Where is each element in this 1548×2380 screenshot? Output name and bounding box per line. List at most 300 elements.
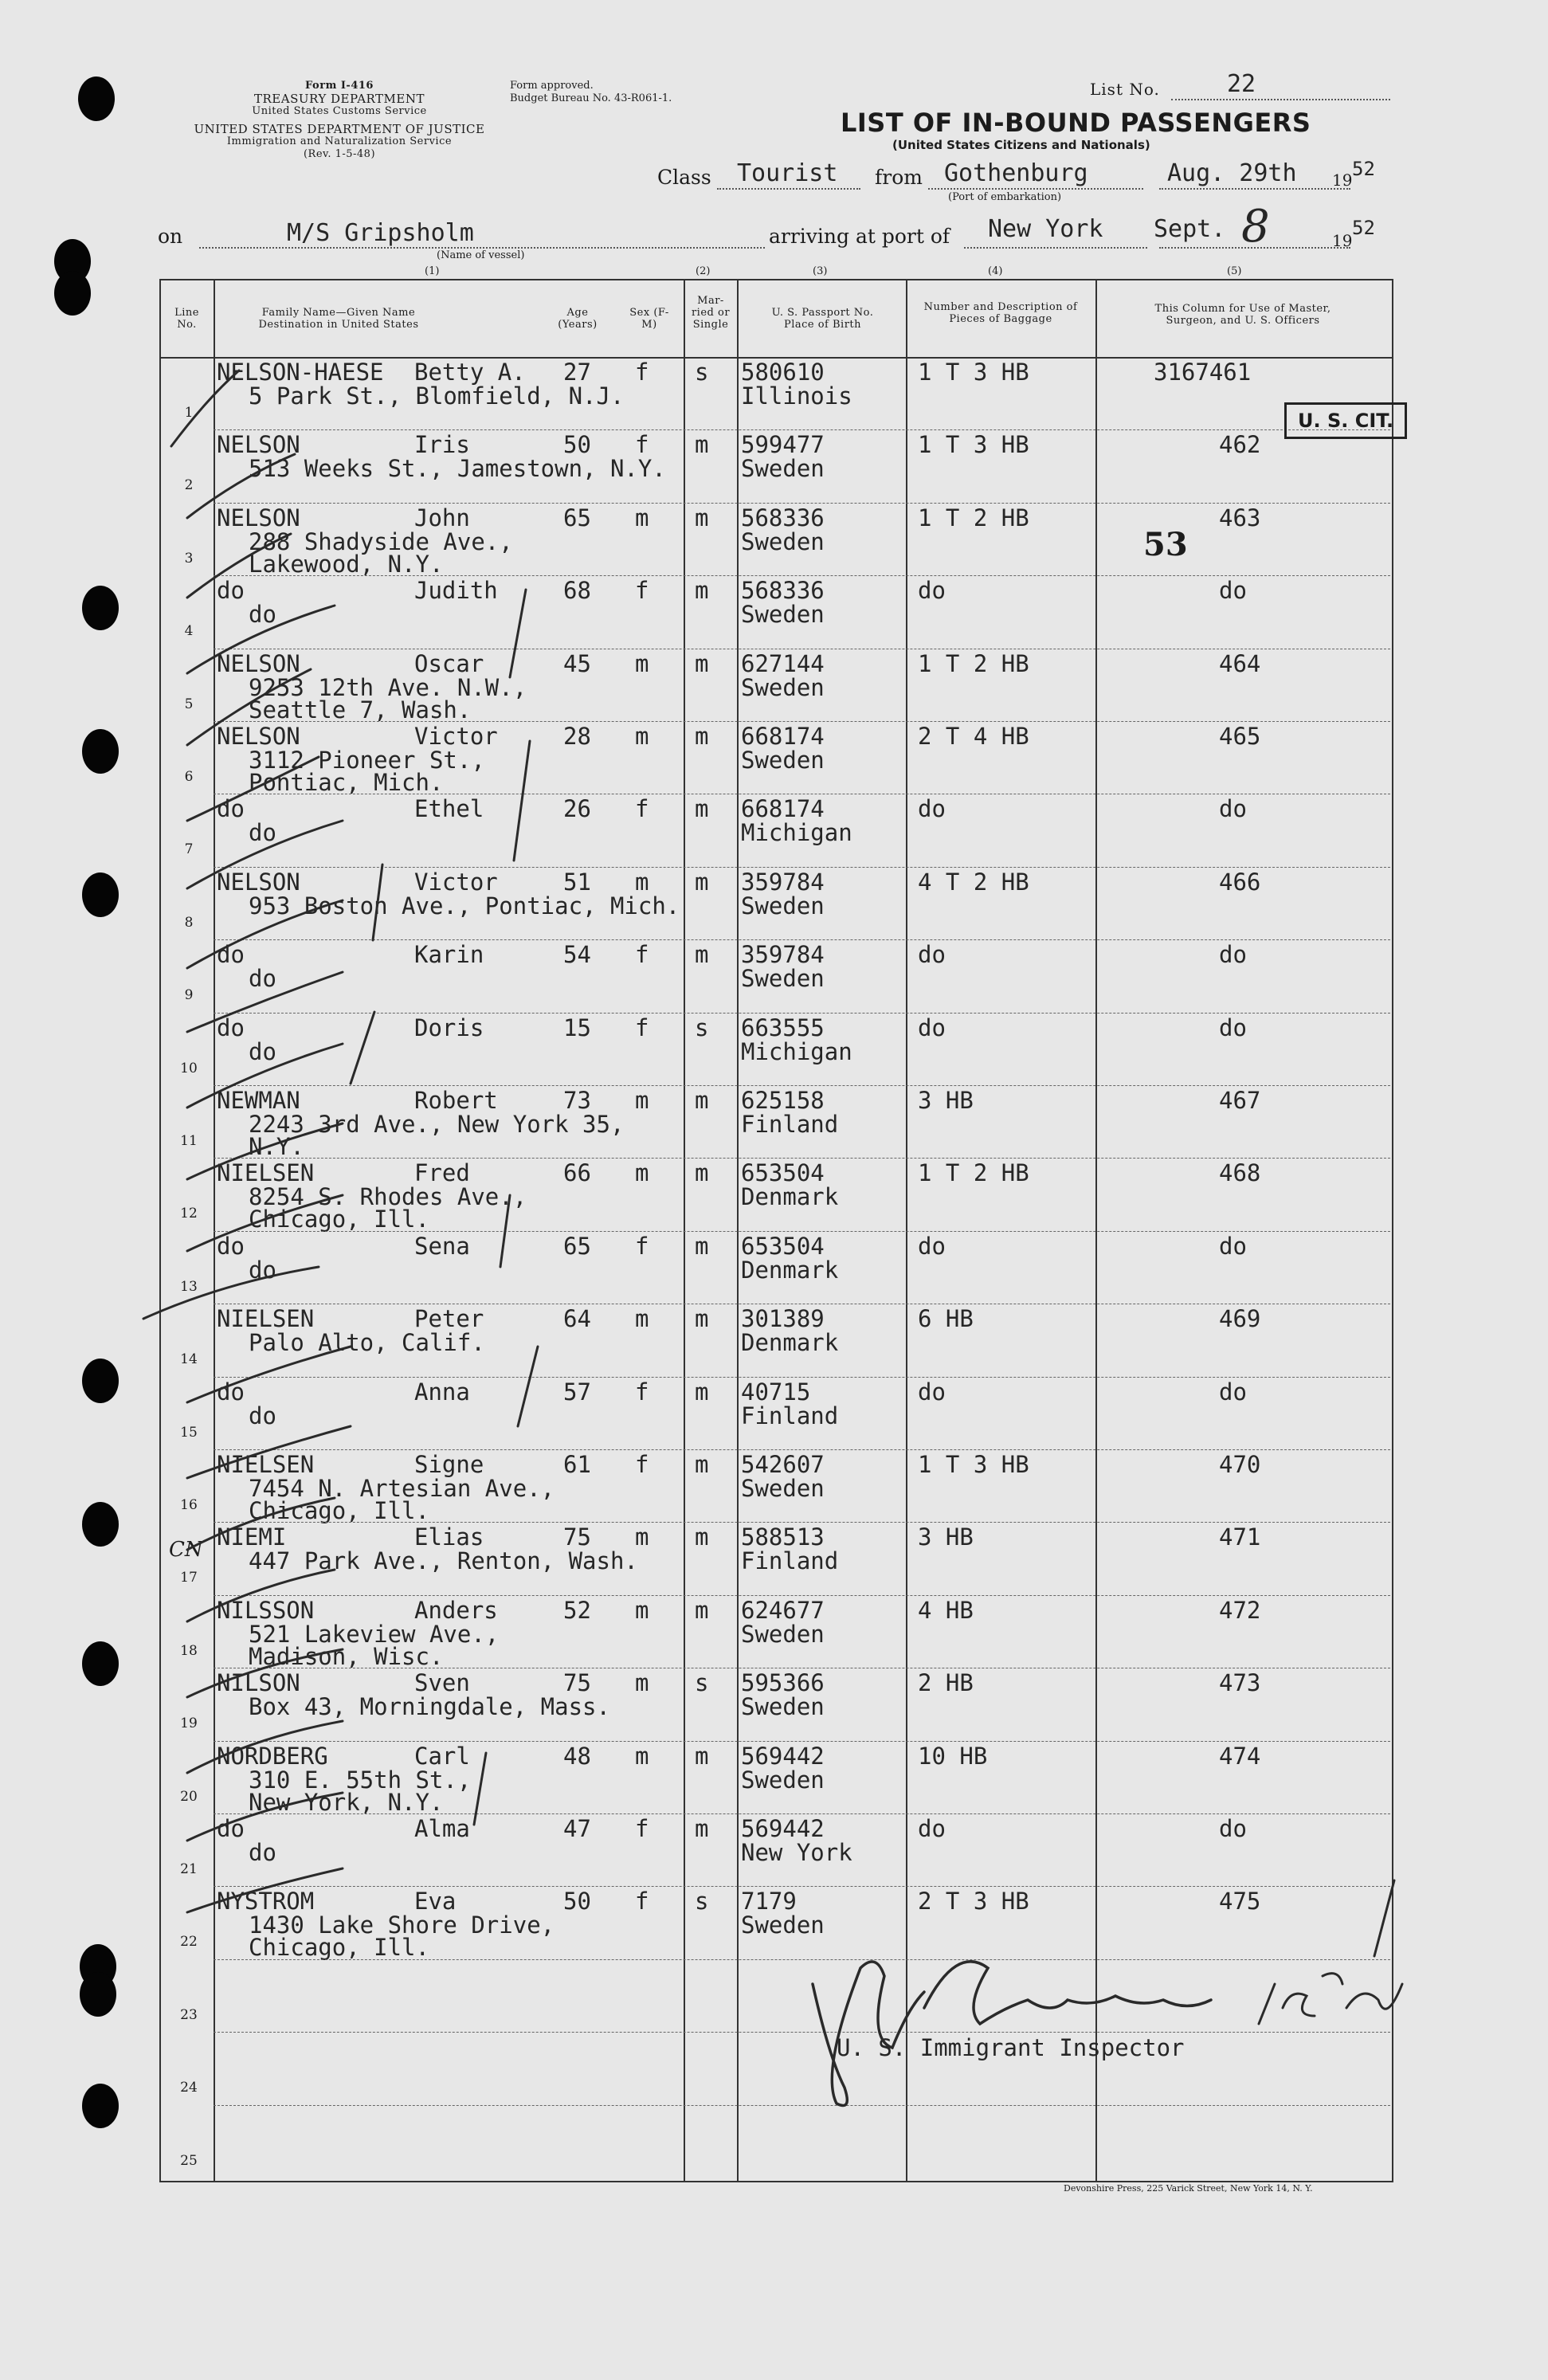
age: 52 xyxy=(563,1596,591,1624)
class-value: Tourist xyxy=(737,159,838,187)
family-name: NIELSEN xyxy=(217,1159,315,1187)
line-number: 14 xyxy=(180,1351,198,1368)
marital-status: s xyxy=(695,1669,709,1697)
officer-note: 475 xyxy=(1219,1888,1261,1915)
line-number: 1 xyxy=(184,405,194,421)
age: 15 xyxy=(563,1014,591,1041)
check-mark xyxy=(187,1649,343,1697)
sex: f xyxy=(635,1815,649,1842)
passport-number: 627144 xyxy=(741,649,825,677)
given-name: Ethel xyxy=(414,795,484,823)
place-of-birth: Sweden xyxy=(741,1620,825,1648)
given-name: Doris xyxy=(414,1014,484,1041)
check-mark xyxy=(187,757,319,821)
family-name: NILSSON xyxy=(217,1596,315,1624)
sex: f xyxy=(635,359,649,386)
check-mark xyxy=(171,371,239,446)
port-of-embarkation: Gothenburg xyxy=(944,159,1088,187)
check-mark xyxy=(187,1195,343,1251)
from-label: from xyxy=(875,166,923,189)
destination-line-1: 3112 Pioneer St., xyxy=(249,747,485,774)
given-name: Judith xyxy=(414,577,498,605)
header-baggage: Number and Description of Pieces of Baggage xyxy=(923,301,1078,325)
sex: m xyxy=(635,1305,649,1333)
form-number: Form I-416 xyxy=(305,80,374,92)
marital-status: m xyxy=(695,1305,709,1333)
passport-number: 568336 xyxy=(741,504,825,531)
passport-number: 595366 xyxy=(741,1669,825,1697)
sex: m xyxy=(635,504,649,531)
destination-line-1: Box 43, Morningdale, Mass. xyxy=(249,1693,610,1721)
signature-stroke xyxy=(924,1962,1211,2024)
page-title: LIST OF IN-BOUND PASSENGERS xyxy=(841,108,1311,138)
officer-note: 3167461 xyxy=(1154,359,1252,386)
place-of-birth: Michigan xyxy=(741,819,852,847)
passport-number: 668174 xyxy=(741,795,825,823)
place-of-birth: Sweden xyxy=(741,965,825,993)
line-number: 25 xyxy=(180,2152,198,2169)
marital-status: s xyxy=(695,1888,709,1915)
destination-line-1: 447 Park Ave., Renton, Wash. xyxy=(249,1547,638,1575)
age: 45 xyxy=(563,649,591,677)
place-of-birth: Sweden xyxy=(741,673,825,701)
given-name: John xyxy=(414,504,470,531)
given-name: Sven xyxy=(414,1669,470,1697)
baggage: 1 T 2 HB xyxy=(918,1159,1029,1187)
vessel-name: M/S Gripsholm xyxy=(287,219,474,247)
count-annotation: 53 xyxy=(1143,526,1188,563)
line-number: 22 xyxy=(180,1934,198,1951)
officer-note: 471 xyxy=(1219,1523,1261,1551)
family-name: NILSON xyxy=(217,1669,300,1697)
check-mark xyxy=(187,1793,343,1841)
passport-number: 668174 xyxy=(741,723,825,750)
destination-line-2: Lakewood, N.Y. xyxy=(249,550,444,578)
treasury-department: TREASURY DEPARTMENT xyxy=(254,92,425,106)
family-name: NIELSEN xyxy=(217,1451,315,1478)
age: 64 xyxy=(563,1305,591,1333)
line-number: 17 xyxy=(180,1570,198,1586)
bracket-line xyxy=(373,865,382,940)
port-embarkation-caption: (Port of embarkation) xyxy=(948,191,1062,203)
departure-date: Aug. 29th xyxy=(1167,159,1297,187)
marital-status: m xyxy=(695,795,709,823)
given-name: Elias xyxy=(414,1523,484,1551)
header-married: Mar-ried or Single xyxy=(691,295,731,331)
marital-status: s xyxy=(695,1014,709,1041)
sex: m xyxy=(635,1159,649,1187)
header-line-no: Line No. xyxy=(174,307,199,331)
baggage: 2 T 4 HB xyxy=(918,723,1029,750)
age: 68 xyxy=(563,577,591,605)
place-of-birth: Sweden xyxy=(741,1911,825,1939)
bracket-line xyxy=(474,1753,486,1825)
marital-status: m xyxy=(695,1742,709,1770)
line-number: 16 xyxy=(180,1497,198,1513)
passport-number: 588513 xyxy=(741,1523,825,1551)
destination-line-2: Madison, Wisc. xyxy=(249,1642,444,1670)
signature-date-stroke xyxy=(1323,1974,1402,2009)
departure-year-prefix: 19 xyxy=(1332,171,1353,190)
column-index-5: (5) xyxy=(1227,265,1242,277)
passport-number: 569442 xyxy=(741,1742,825,1770)
passport-number: 653504 xyxy=(741,1159,825,1187)
baggage: do xyxy=(918,1232,946,1260)
line-number: 11 xyxy=(180,1133,198,1149)
line-number: 4 xyxy=(184,623,194,640)
family-name: do xyxy=(217,941,245,969)
given-name: Robert xyxy=(414,1087,498,1114)
sex: m xyxy=(635,1742,649,1770)
family-name: NELSON xyxy=(217,723,300,750)
line-number: 19 xyxy=(180,1715,198,1732)
given-name: Peter xyxy=(414,1305,484,1333)
family-name: NELSON xyxy=(217,431,300,459)
place-of-birth: Michigan xyxy=(741,1037,852,1065)
destination-line-1: Palo Alto, Calif. xyxy=(249,1329,485,1357)
marital-status: m xyxy=(695,1087,709,1114)
destination-line-1: 2243 3rd Ave., New York 35, xyxy=(249,1111,625,1138)
justice-department: UNITED STATES DEPARTMENT OF JUSTICE xyxy=(194,122,485,136)
officer-note: 464 xyxy=(1219,649,1261,677)
family-name: NELSON xyxy=(217,649,300,677)
passport-number: 653504 xyxy=(741,1232,825,1260)
bracket-line xyxy=(351,1012,374,1084)
signature-stroke xyxy=(813,1962,924,2106)
given-name: Victor xyxy=(414,723,498,750)
check-mark xyxy=(187,1721,343,1773)
officer-note: 468 xyxy=(1219,1159,1261,1187)
check-mark xyxy=(143,1267,319,1319)
officer-note: 463 xyxy=(1219,504,1261,531)
vessel-caption: (Name of vessel) xyxy=(437,249,525,261)
place-of-birth: Sweden xyxy=(741,1475,825,1502)
check-mark xyxy=(187,1498,335,1550)
place-of-birth: Sweden xyxy=(741,455,825,483)
family-name: NELSON-HAESE xyxy=(217,359,384,386)
check-mark xyxy=(187,1347,351,1406)
marital-status: m xyxy=(695,504,709,531)
age: 61 xyxy=(563,1451,591,1478)
sex: f xyxy=(635,1451,649,1478)
given-name: Alma xyxy=(414,1815,470,1842)
line-number: 6 xyxy=(184,769,194,785)
destination-line-1: do xyxy=(249,965,276,993)
baggage: do xyxy=(918,941,946,969)
arrival-year: 52 xyxy=(1352,217,1375,239)
form-revision: (Rev. 1-5-48) xyxy=(303,148,376,160)
destination-line-1: 8254 S. Rhodes Ave., xyxy=(249,1183,527,1211)
passport-number: 624677 xyxy=(741,1596,825,1624)
family-name: NEWMAN xyxy=(217,1087,300,1114)
place-of-birth: Sweden xyxy=(741,892,825,919)
arrival-port: New York xyxy=(988,215,1103,243)
baggage: do xyxy=(918,1815,946,1842)
column-index-4: (4) xyxy=(988,265,1003,277)
family-name: do xyxy=(217,1232,245,1260)
given-name: Victor xyxy=(414,868,498,896)
baggage: do xyxy=(918,795,946,823)
place-of-birth: Sweden xyxy=(741,527,825,555)
sex: f xyxy=(635,1232,649,1260)
officer-note: do xyxy=(1219,1378,1247,1406)
destination-line-2: N.Y. xyxy=(249,1133,304,1160)
place-of-birth: Finland xyxy=(741,1547,839,1575)
baggage: 1 T 3 HB xyxy=(918,431,1029,459)
check-mark xyxy=(187,1570,335,1624)
baggage: 2 T 3 HB xyxy=(918,1888,1029,1915)
age: 47 xyxy=(563,1815,591,1842)
officer-note: 473 xyxy=(1219,1669,1261,1697)
line-number: 24 xyxy=(180,2080,198,2096)
sex: f xyxy=(635,1378,649,1406)
family-name: NIELSEN xyxy=(217,1305,315,1333)
form-approved: Form approved. xyxy=(510,80,594,92)
bracket-line xyxy=(518,1347,538,1426)
column-index-3: (3) xyxy=(813,265,828,277)
officer-note: 474 xyxy=(1219,1742,1261,1770)
destination-line-1: 9253 12th Ave. N.W., xyxy=(249,673,527,701)
age: 50 xyxy=(563,431,591,459)
baggage: 1 T 2 HB xyxy=(918,649,1029,677)
check-mark xyxy=(187,534,291,598)
destination-line-1: do xyxy=(249,1402,276,1429)
age: 48 xyxy=(563,1742,591,1770)
column-index-1: (1) xyxy=(425,265,440,277)
place-of-birth: Denmark xyxy=(741,1183,839,1211)
line-number: 13 xyxy=(180,1278,198,1295)
officer-note: 465 xyxy=(1219,723,1261,750)
place-of-birth: Denmark xyxy=(741,1256,839,1284)
place-of-birth: Finland xyxy=(741,1111,839,1138)
age: 65 xyxy=(563,1232,591,1260)
baggage: 4 T 2 HB xyxy=(918,868,1029,896)
baggage: do xyxy=(918,1378,946,1406)
age: 73 xyxy=(563,1087,591,1114)
inspector-title: U. S. Immigrant Inspector xyxy=(837,2034,1185,2061)
given-name: Oscar xyxy=(414,649,484,677)
marital-status: m xyxy=(695,868,709,896)
arrival-day: 8 xyxy=(1241,201,1270,253)
destination-line-2: Seattle 7, Wash. xyxy=(249,696,472,723)
officer-note: do xyxy=(1219,577,1247,605)
passport-number: 569442 xyxy=(741,1815,825,1842)
marital-status: m xyxy=(695,1596,709,1624)
column-index-2: (2) xyxy=(696,265,711,277)
passport-number: 7179 xyxy=(741,1888,797,1915)
marital-status: m xyxy=(695,1378,709,1406)
baggage: 10 HB xyxy=(918,1742,988,1770)
passport-number: 359784 xyxy=(741,941,825,969)
destination-line-2: Chicago, Ill. xyxy=(249,1497,429,1524)
destination-line-2: Chicago, Ill. xyxy=(249,1934,429,1962)
baggage: do xyxy=(918,1014,946,1041)
given-name: Karin xyxy=(414,941,484,969)
sex: m xyxy=(635,1596,649,1624)
place-of-birth: Finland xyxy=(741,1402,839,1429)
destination-line-1: 521 Lakeview Ave., xyxy=(249,1620,500,1648)
on-label: on xyxy=(158,225,183,248)
check-mark xyxy=(187,454,295,518)
marital-status: m xyxy=(695,649,709,677)
check-mark xyxy=(187,1426,351,1478)
given-name: Sena xyxy=(414,1232,470,1260)
margin-note: CN xyxy=(169,1538,203,1562)
place-of-birth: Illinois xyxy=(741,382,852,410)
passport-number: 40715 xyxy=(741,1378,811,1406)
sex: m xyxy=(635,868,649,896)
officer-note: 470 xyxy=(1219,1451,1261,1478)
line-number: 21 xyxy=(180,1861,198,1877)
destination-line-1: 7454 N. Artesian Ave., xyxy=(249,1475,555,1502)
given-name: Signe xyxy=(414,1451,484,1478)
sex: m xyxy=(635,1523,649,1551)
bracket-line xyxy=(500,1195,510,1267)
line-number: 23 xyxy=(180,2006,198,2023)
destination-line-2: Pontiac, Mich. xyxy=(249,769,444,796)
list-number: 22 xyxy=(1227,70,1256,98)
baggage: 2 HB xyxy=(918,1669,974,1697)
check-mark xyxy=(187,1123,343,1179)
destination-line-1: 5 Park St., Blomfield, N.J. xyxy=(249,382,625,410)
line-number: 7 xyxy=(184,841,194,858)
destination-line-2: Chicago, Ill. xyxy=(249,1206,429,1233)
marital-status: m xyxy=(695,1523,709,1551)
baggage: 1 T 3 HB xyxy=(918,1451,1029,1478)
check-mark xyxy=(187,972,343,1032)
destination-line-1: 953 Boston Ave., Pontiac, Mich. xyxy=(249,892,680,919)
sex: f xyxy=(635,795,649,823)
destination-line-2: New York, N.Y. xyxy=(249,1788,444,1816)
family-name: NELSON xyxy=(217,868,300,896)
arriving-label: arriving at port of xyxy=(769,225,950,248)
immigration-service: Immigration and Naturalization Service xyxy=(226,135,453,147)
destination-line-1: do xyxy=(249,1839,276,1866)
passport-number: 568336 xyxy=(741,577,825,605)
baggage: 4 HB xyxy=(918,1596,974,1624)
officer-note: do xyxy=(1219,941,1247,969)
age: 65 xyxy=(563,504,591,531)
line-number: 10 xyxy=(180,1060,198,1076)
family-name: do xyxy=(217,1815,245,1842)
class-label: Class xyxy=(657,166,711,189)
line-number: 20 xyxy=(180,1788,198,1805)
line-number: 5 xyxy=(184,696,194,712)
line-number: 9 xyxy=(184,987,194,1004)
baggage: 3 HB xyxy=(918,1087,974,1114)
budget-bureau: Budget Bureau No. 43-R061-1. xyxy=(510,92,672,104)
given-name: Eva xyxy=(414,1888,457,1915)
age: 51 xyxy=(563,868,591,896)
list-number-label: List No. xyxy=(1090,80,1160,99)
marital-status: m xyxy=(695,1815,709,1842)
family-name: do xyxy=(217,1378,245,1406)
page-subtitle: (United States Citizens and Nationals) xyxy=(892,138,1150,152)
family-name: NELSON xyxy=(217,504,300,531)
place-of-birth: Sweden xyxy=(741,601,825,629)
passport-number: 663555 xyxy=(741,1014,825,1041)
passport-number: 580610 xyxy=(741,359,825,386)
officer-note: 467 xyxy=(1219,1087,1261,1114)
marital-status: m xyxy=(695,1159,709,1187)
sex: f xyxy=(635,577,649,605)
check-mark xyxy=(187,669,311,745)
place-of-birth: New York xyxy=(741,1839,852,1866)
header-passport: U. S. Passport No. Place of Birth xyxy=(771,307,874,331)
baggage: 1 T 3 HB xyxy=(918,359,1029,386)
passport-number: 599477 xyxy=(741,431,825,459)
marital-status: m xyxy=(695,941,709,969)
sex: f xyxy=(635,1014,649,1041)
officer-note: do xyxy=(1219,1815,1247,1842)
check-mark xyxy=(187,1868,343,1915)
age: 54 xyxy=(563,941,591,969)
sex: f xyxy=(635,431,649,459)
check-mark xyxy=(187,900,343,968)
passport-number: 301389 xyxy=(741,1305,825,1333)
family-name: do xyxy=(217,1014,245,1041)
header-name-destination: Family Name—Given Name Destination in United States xyxy=(258,307,419,331)
destination-line-1: do xyxy=(249,601,276,629)
baggage: do xyxy=(918,577,946,605)
officer-note: 466 xyxy=(1219,868,1261,896)
age: 75 xyxy=(563,1669,591,1697)
marital-status: m xyxy=(695,431,709,459)
passport-number: 359784 xyxy=(741,868,825,896)
family-name: do xyxy=(217,577,245,605)
header-officers: This Column for Use of Master, Surgeon, and U. S. Officers xyxy=(1154,303,1331,327)
given-name: Betty A. xyxy=(414,359,526,386)
destination-line-1: 310 E. 55th St., xyxy=(249,1766,472,1794)
marital-status: m xyxy=(695,1451,709,1478)
line-number: 15 xyxy=(180,1424,198,1441)
sex: m xyxy=(635,723,649,750)
signature-date-stroke xyxy=(1259,1984,1315,2024)
destination-line-1: do xyxy=(249,819,276,847)
destination-line-1: do xyxy=(249,1037,276,1065)
destination-line-1: 288 Shadyside Ave., xyxy=(249,527,513,555)
family-name: NYSTROM xyxy=(217,1888,315,1915)
officer-note: do xyxy=(1219,795,1247,823)
header-age: Age (Years) xyxy=(558,307,598,331)
place-of-birth: Denmark xyxy=(741,1329,839,1357)
age: 66 xyxy=(563,1159,591,1187)
printer-imprint: Devonshire Press, 225 Varick Street, New York 14, N. Y. xyxy=(1064,2183,1313,2194)
age: 26 xyxy=(563,795,591,823)
baggage: 1 T 2 HB xyxy=(918,504,1029,531)
marital-status: m xyxy=(695,1232,709,1260)
given-name: Anna xyxy=(414,1378,470,1406)
line-number: 18 xyxy=(180,1642,198,1659)
age: 27 xyxy=(563,359,591,386)
place-of-birth: Sweden xyxy=(741,747,825,774)
departure-year: 52 xyxy=(1352,158,1375,180)
marital-status: s xyxy=(695,359,709,386)
arrival-date: Sept. xyxy=(1154,215,1226,243)
baggage: 3 HB xyxy=(918,1523,974,1551)
marital-status: m xyxy=(695,723,709,750)
sex: f xyxy=(635,1888,649,1915)
place-of-birth: Sweden xyxy=(741,1693,825,1721)
bracket-line xyxy=(514,741,530,861)
given-name: Fred xyxy=(414,1159,470,1187)
header-sex: Sex (F-M) xyxy=(629,307,669,331)
officer-note: 469 xyxy=(1219,1305,1261,1333)
destination-line-1: 513 Weeks St., Jamestown, N.Y. xyxy=(249,455,666,483)
family-name: do xyxy=(217,795,245,823)
age: 57 xyxy=(563,1378,591,1406)
sex: m xyxy=(635,1087,649,1114)
